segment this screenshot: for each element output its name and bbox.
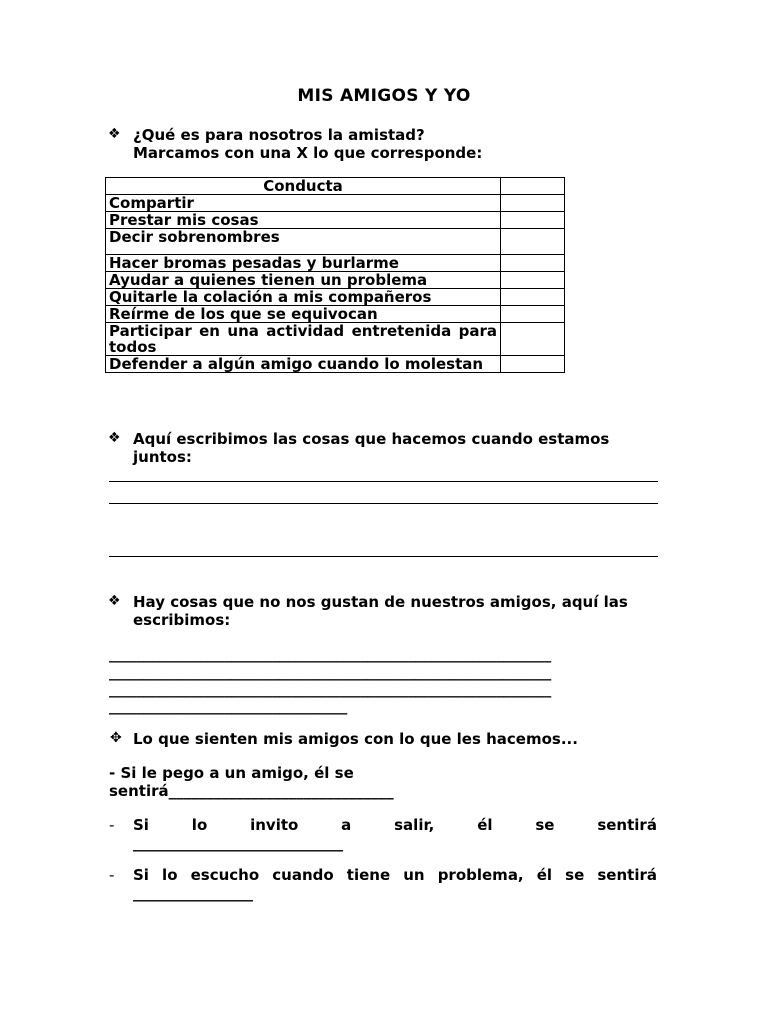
star-bullet-icon: ✥ [110,730,122,746]
table-row [106,195,565,212]
conducta-cell: Hacer bromas pesadas y burlarme [106,255,501,272]
mark-cell[interactable] [501,195,565,212]
column-header-conducta: Conducta [106,178,501,195]
table-row [106,306,565,323]
answer-blank[interactable]: _________________________________________________________________ [109,682,552,698]
diamond-bullet-icon: ❖ [108,430,121,446]
item3-blank[interactable]: ________________ [133,884,253,902]
mark-cell[interactable] [501,178,565,195]
section3-line: Hay cosas que no nos gustan de nuestros amigos, aquí las [133,593,628,611]
conducta-cell: Prestar mis cosas [106,212,501,229]
item2-line [133,816,657,834]
item2-word: él [477,816,493,834]
section2-line: Aquí escribimos las cosas que hacemos cuando estamos [133,430,610,448]
conducta-cell: Reírme de los que se equivocan [106,306,501,323]
section4-heading: Lo que sienten mis amigos con lo que les hacemos... [133,730,578,748]
answer-line[interactable] [109,503,658,504]
item2-word: invito [250,816,299,834]
mark-cell[interactable] [501,272,565,289]
table-row [106,289,565,306]
conducta-cell: Compartir [106,195,501,212]
mark-cell[interactable] [501,289,565,306]
table-row [106,356,565,373]
conducta-cell: Ayudar a quienes tienen un problema [106,272,501,289]
dash-bullet: - [109,816,115,834]
answer-blank[interactable]: _________________________________________________________________ [109,647,552,663]
mark-cell[interactable] [501,212,565,229]
mark-cell[interactable] [501,229,565,255]
table-header-row [106,178,565,195]
mark-cell[interactable] [501,356,565,373]
page-title: MIS AMIGOS Y YO [297,86,471,106]
answer-blank[interactable]: _________________________________________________________________ [109,665,552,681]
conducta-cell: Quitarle la colación a mis compañeros [106,289,501,306]
instruction-line: Marcamos con una X lo que corresponde: [133,144,483,162]
diamond-bullet-icon: ❖ [108,593,121,609]
diamond-bullet-icon: ❖ [108,126,121,142]
conducta-cell: Defender a algún amigo cuando lo molestan [106,356,501,373]
item2-word: se [535,816,555,834]
item1-line: - Si le pego a un amigo, él se [109,764,354,782]
item2-word: sentirá [597,816,657,834]
conducta-cell: Participar en una actividad entretenida para todos [106,323,501,356]
table-row [106,323,565,356]
mark-cell[interactable] [501,306,565,323]
table-row [106,229,565,255]
item2-word: a [341,816,352,834]
item1-line-blank[interactable]: sentirá______________________________ [109,782,394,800]
answer-blank[interactable]: ___________________________________ [109,699,348,715]
conducta-table [105,177,565,373]
conducta-cell: Decir sobrenombres [106,229,501,255]
question-line: ¿Qué es para nosotros la amistad? [133,126,425,144]
mark-cell[interactable] [501,323,565,356]
item3-line: Si lo escucho cuando tiene un problema, él se sentirá [133,866,657,884]
table-row [106,212,565,229]
answer-line[interactable] [109,556,658,557]
table-row [106,272,565,289]
item2-word: Si [133,816,149,834]
table-row [106,255,565,272]
section3-line: escribimos: [133,611,231,629]
section2-line: juntos: [133,448,192,466]
mark-cell[interactable] [501,255,565,272]
item2-word: lo [191,816,208,834]
item2-word: salir, [394,816,435,834]
answer-line[interactable] [109,481,658,482]
item2-blank[interactable]: ____________________________ [133,834,343,852]
dash-bullet: - [109,866,115,884]
